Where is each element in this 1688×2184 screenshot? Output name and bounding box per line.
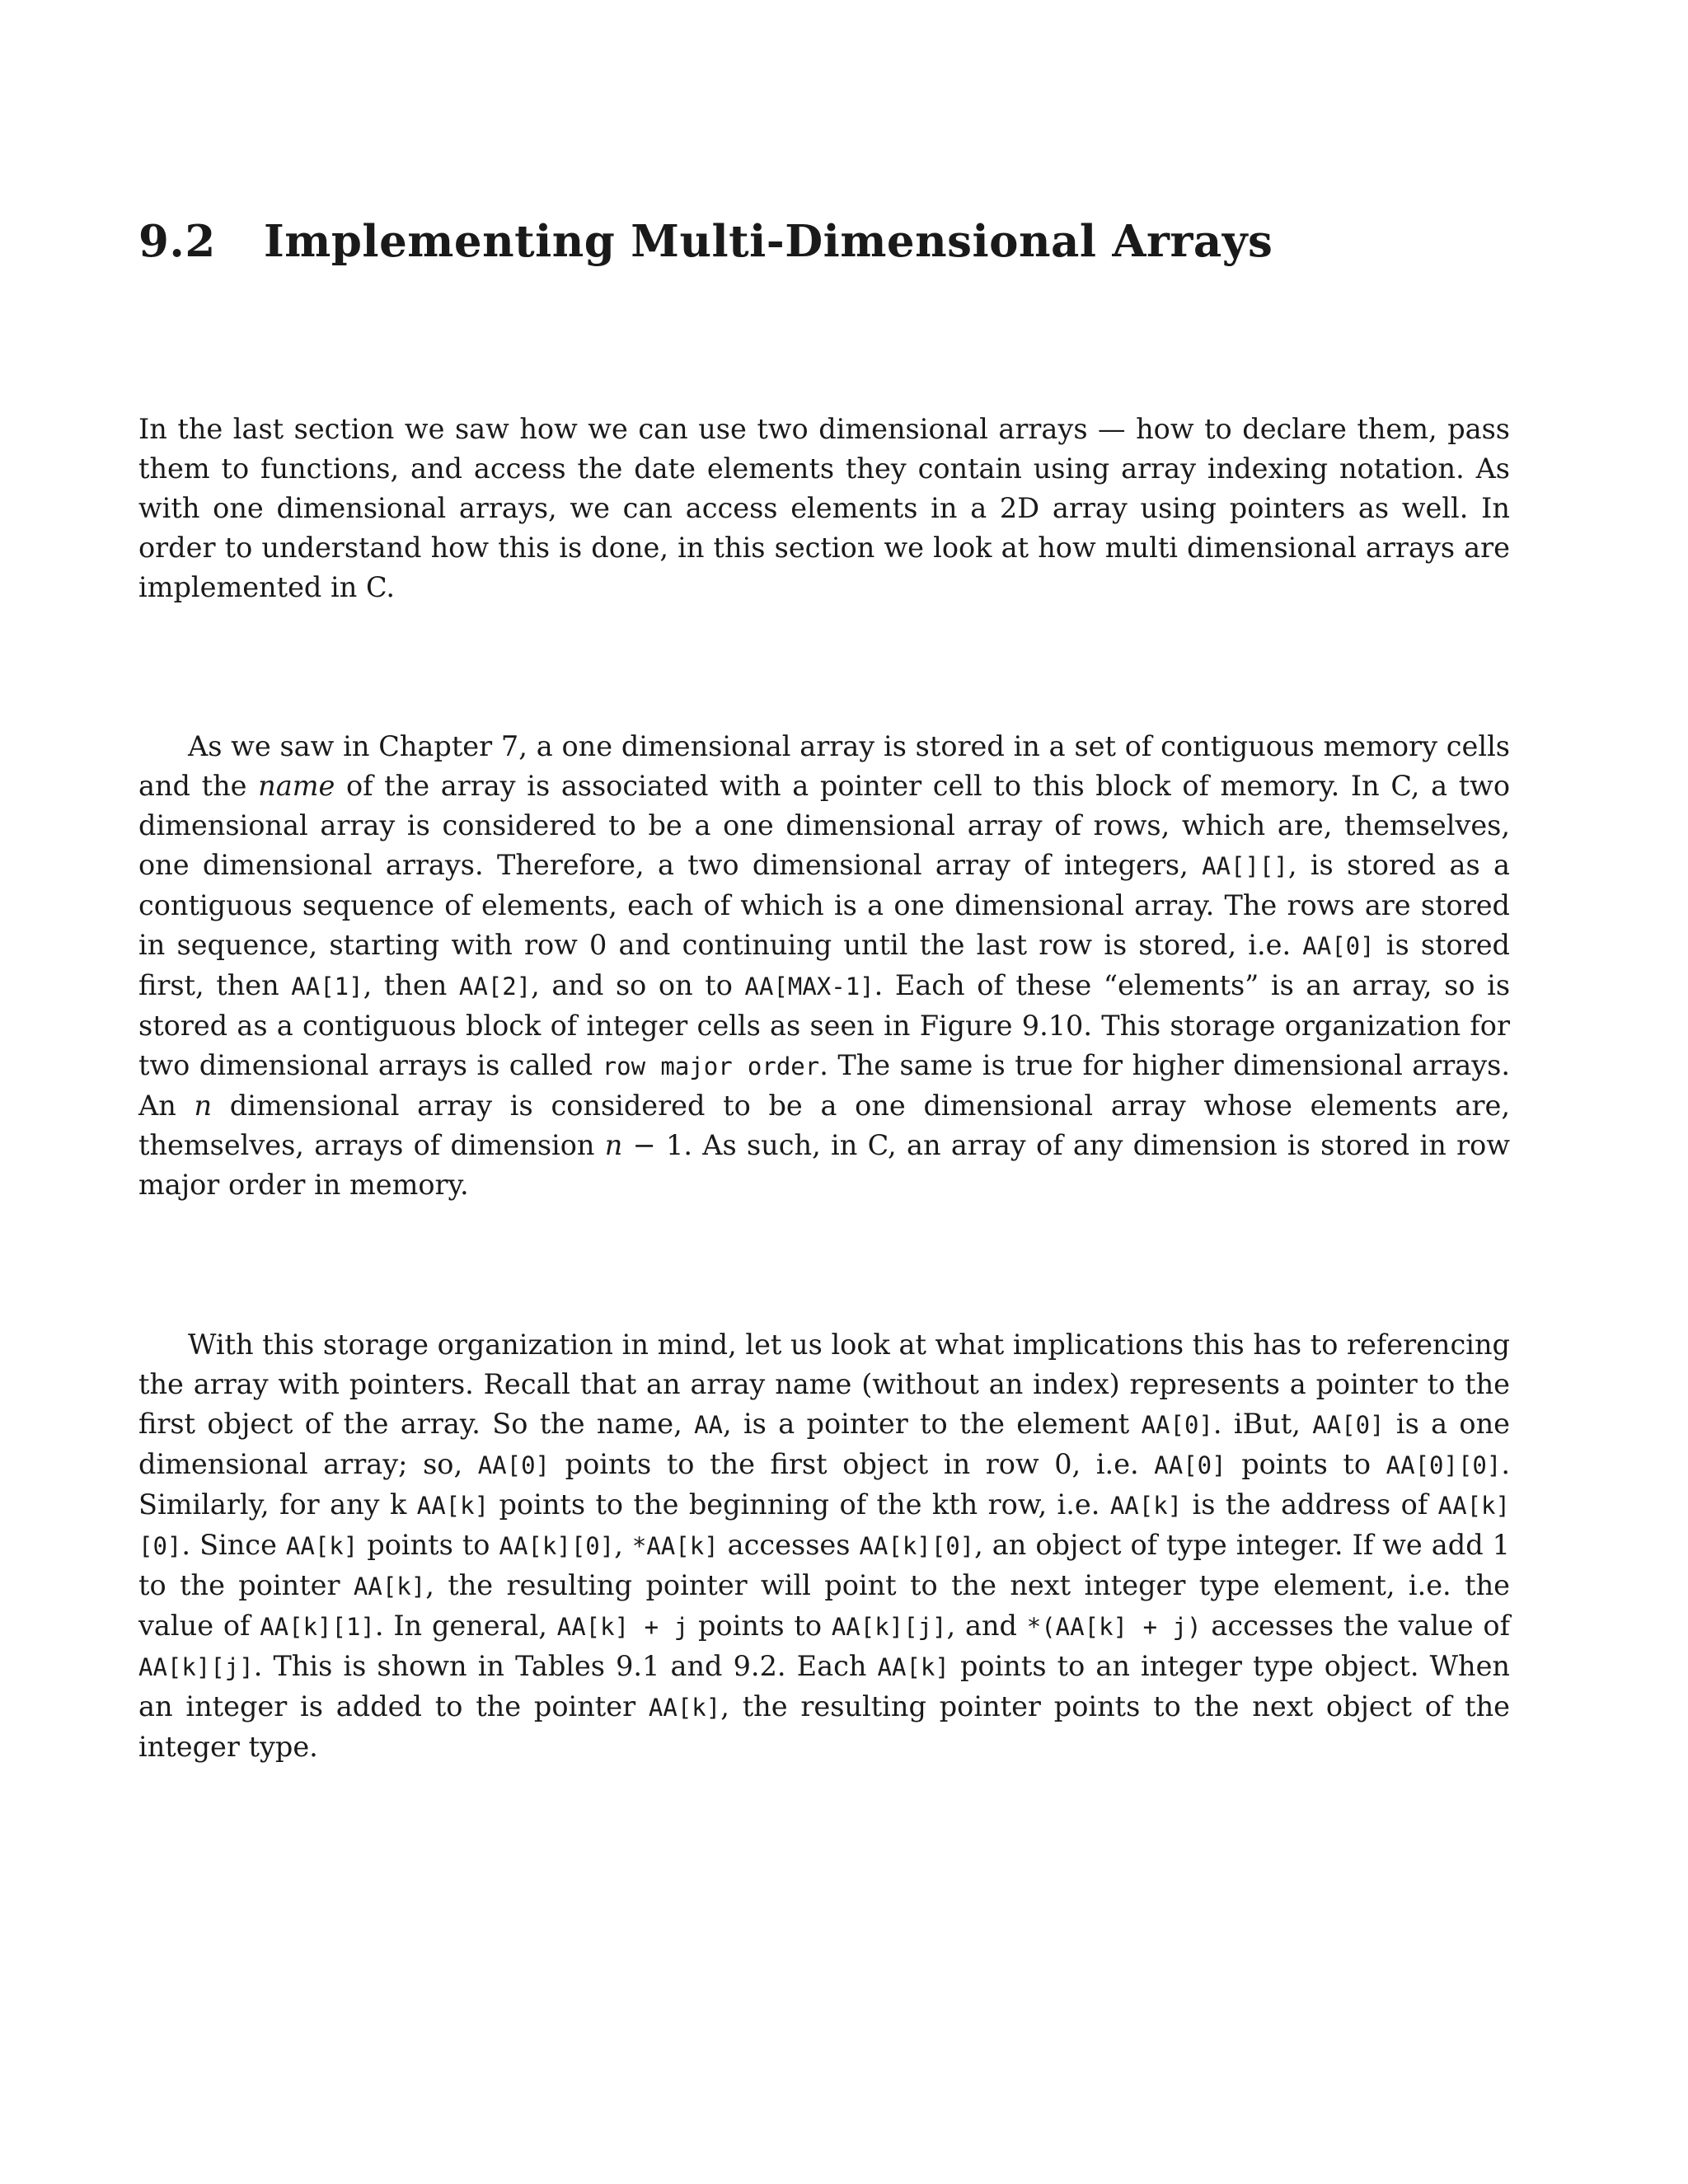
text-run: In the last section we saw how we can use two dimensional arrays — how to declare them, pass them to functions, and access the date elements they contain using array indexing notation. As with one dimensional arrays, we can access elements in a 2D array using pointers as well. In order to understand how this is done, in this section we look at how multi dimensional arrays are implemented in C. — [138, 413, 1510, 603]
code-text: AA[k] — [1109, 1492, 1183, 1520]
code-text: AA[k][0] — [138, 1492, 1510, 1560]
text-run: , is a pointer to the element — [722, 1408, 1142, 1440]
text-run: , the resulting pointer points to the next object of the integer type. — [138, 1690, 1510, 1763]
paragraph-row-major-order — [138, 727, 1510, 1205]
code-text: *(AA[k] + j) — [1026, 1613, 1202, 1641]
code-text: AA[k] — [353, 1572, 426, 1601]
text-run: . In general, — [374, 1610, 557, 1642]
text-run: is the address of — [1182, 1488, 1438, 1521]
code-text: *AA[k] — [631, 1532, 719, 1560]
code-text: AA[k][0] — [499, 1532, 615, 1560]
text-run: points to — [688, 1610, 832, 1642]
text-run: As we saw in Chapter 7, a one dimensional array is stored in a set of contiguous memory cells and the — [138, 730, 1510, 802]
code-text: row major order — [602, 1052, 820, 1080]
code-text: AA[][] — [1202, 852, 1288, 880]
code-text: AA[k] — [416, 1492, 490, 1520]
code-text: AA[0] — [1312, 1411, 1385, 1439]
code-text: AA[k] — [648, 1694, 721, 1722]
text-run: With this storage organization in mind, let us look at what implications this has to referencing the array with pointers. Recall that an array name (without an index) represents a pointer to the first object of the array. So the name, — [138, 1329, 1510, 1440]
text-run: points to the first object in row 0, i.e. — [550, 1448, 1155, 1480]
text-run: points to — [1226, 1448, 1386, 1480]
code-text: AA[2] — [458, 972, 532, 1001]
code-text: AA[0] — [477, 1451, 551, 1479]
code-text: AA[0] — [1154, 1451, 1226, 1479]
text-run: is a one dimensional array; so, — [138, 1408, 1510, 1480]
code-text: AA[k][j] — [831, 1613, 947, 1641]
code-text: AA[k] — [285, 1532, 359, 1560]
text-run: . Similarly, for any k — [138, 1448, 1510, 1521]
section-title: Implementing Multi-Dimensional Arrays — [264, 216, 1273, 267]
text-run: , an object of type integer. If we add 1 to the pointer — [138, 1529, 1510, 1601]
code-text: AA[0][0] — [1386, 1451, 1502, 1479]
text-run: , the resulting pointer will point to the next integer type element, i.e. the value of — [138, 1569, 1510, 1642]
section-number: 9.2 — [138, 216, 216, 267]
document-page — [138, 0, 1510, 2184]
text-run: , and — [946, 1610, 1027, 1642]
code-text: AA[0] — [1141, 1411, 1213, 1439]
code-text: AA[k] + j — [556, 1613, 689, 1641]
text-run: , — [614, 1529, 632, 1561]
text-run: points to the beginning of the kth row, i.e. — [489, 1488, 1110, 1521]
text-run: of the array is associated with a pointer cell to this block of memory. In C, a two dimensional array is considered to be a one dimensional array of rows, which are, themselves, one dimensional arrays. Therefore, a two dimensional array of integers, — [138, 770, 1510, 881]
text-run: points to an integer type object. When an integer is added to the pointer — [138, 1650, 1510, 1722]
code-text: AA[k] — [877, 1653, 950, 1681]
text-run: . iBut, — [1212, 1408, 1313, 1440]
text-run: , and so on to — [531, 969, 745, 1001]
text-run: . Each of these “elements” is an array, so is stored as a contiguous block of integer cells as seen in Figure 9.10. This storage organization for two dimensional arrays is called — [138, 969, 1511, 1081]
emphasis-text: n — [194, 1090, 213, 1122]
code-text: AA — [694, 1411, 723, 1439]
code-text: AA[MAX-1] — [744, 972, 874, 1001]
code-text: AA[0] — [1302, 932, 1375, 960]
text-run: . The same is true for higher dimensional arrays. An — [138, 1049, 1510, 1122]
text-run: . This is shown in Tables 9.1 and 9.2. Each — [253, 1650, 878, 1682]
emphasis-text: n — [604, 1129, 623, 1161]
code-text: AA[k][1] — [260, 1613, 375, 1641]
text-run: . Since — [181, 1529, 286, 1561]
paragraph-intro — [138, 410, 1510, 607]
section-heading — [138, 216, 1273, 269]
code-text: AA[1] — [291, 972, 363, 1001]
text-run: , then — [363, 969, 459, 1001]
text-run: dimensional array is considered to be a one dimensional array whose elements are, themselves, arrays of dimension — [138, 1090, 1510, 1161]
text-run: − 1. As such, in C, an array of any dimension is stored in row major order in memory. — [138, 1129, 1510, 1201]
text-run: points to — [358, 1529, 499, 1561]
text-run: is stored first, then — [138, 929, 1510, 1001]
code-text: AA[k][j] — [138, 1653, 254, 1681]
text-run: , is stored as a contiguous sequence of elements, each of which is a one dimensional array. The rows are stored in sequence, starting with row 0 and continuing until the last row is stored, i.e. — [138, 849, 1510, 961]
text-run: accesses the value of — [1201, 1610, 1510, 1642]
text-run: accesses — [718, 1529, 860, 1561]
paragraph-pointer-referencing — [138, 1325, 1510, 1767]
emphasis-text: name — [258, 770, 335, 802]
code-text: AA[k][0] — [859, 1532, 975, 1560]
